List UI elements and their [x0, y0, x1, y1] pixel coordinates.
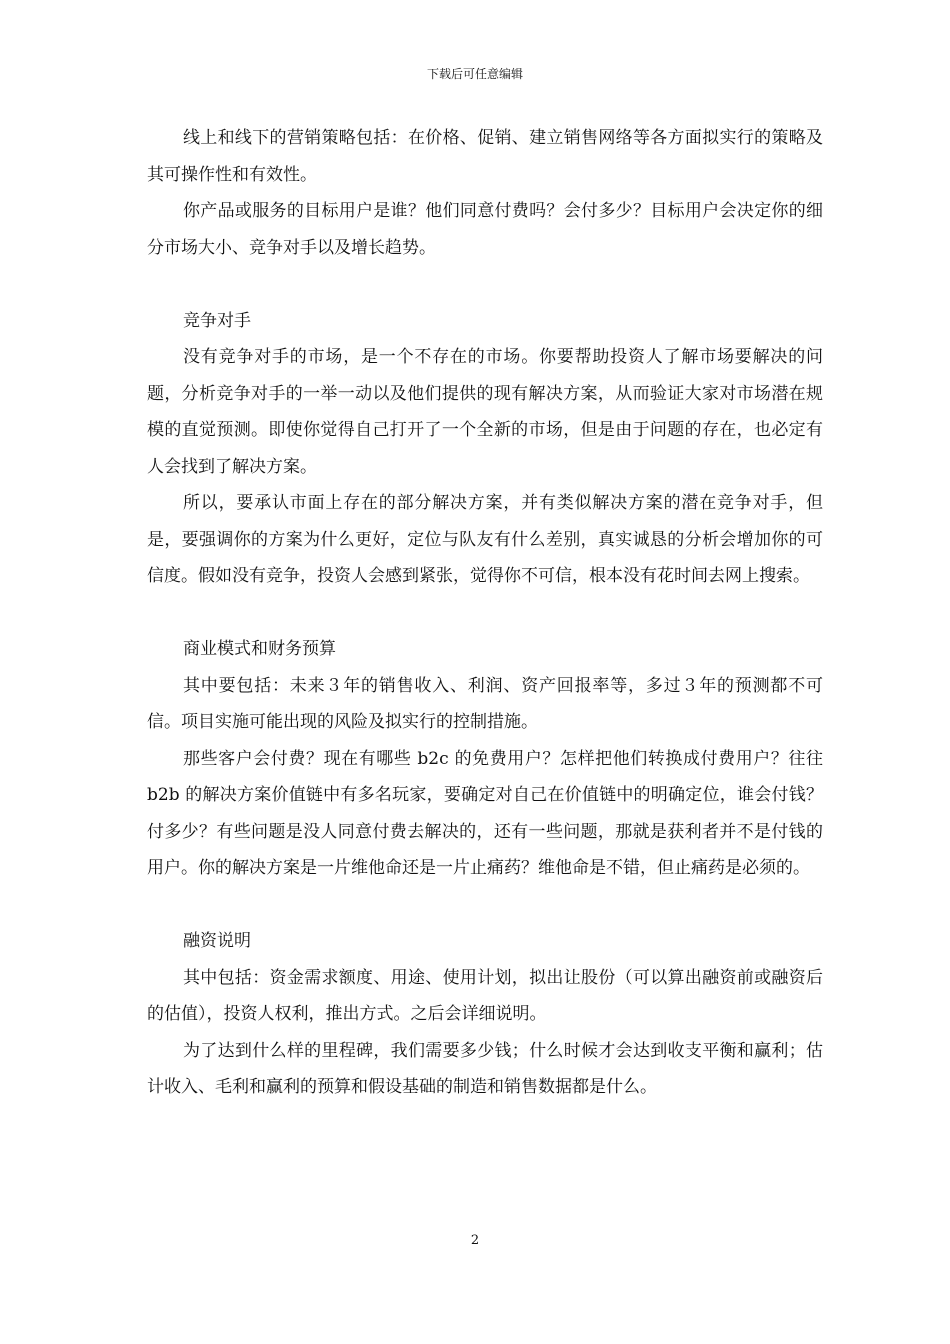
section-heading-competitors: 竞争对手: [183, 310, 251, 331]
section-heading-financing: 融资说明: [183, 931, 251, 951]
paragraph-competitors-1: 没有竞争对手的市场，是一个不存在的市场。你要帮助投资人了解市场要解决的问题，分析竞争对手的一举一动以及他们提供的现有解决方案，从而验证大家对市场潜在规模的直觉预测。即使你觉得自己打开了一个全新的市场，但是由于问题的存在，也必定有人会找到了解决方案。: [147, 347, 823, 477]
page-number: 2: [470, 1233, 480, 1248]
paragraph-business-model-1: 其中要包括：未来３年的销售收入、利润、资产回报率等，多过３年的预测都不可信。项目实施可能出现的风险及拟实行的控制措施。: [147, 675, 823, 732]
section-spacer: [147, 887, 823, 924]
paragraph-target-users: 你产品或服务的目标用户是谁？他们同意付费吗？会付多少？目标用户会决定你的细分市场大小、竞争对手以及增长趋势。: [147, 201, 823, 258]
paragraph-business-model-2: 那些客户会付费？现在有哪些 b2c 的免费用户？怎样把他们转换成付费用户？往往 b2b 的解决方案价值链中有多名玩家，要确定对自己在价值链中的明确定位，谁会付钱？付多少？有些问题是没人同意付费去解决的，还有一些问题，那就是获利者并不是付钱的用户。你的解决方案是一片维他命还是一片止痛药？维他命是不错，但止痛药是必须的。: [147, 748, 823, 878]
paragraph-marketing-strategy: 线上和线下的营销策略包括：在价格、促销、建立销售网络等各方面拟实行的策略及其可操作性和有效性。: [147, 128, 823, 185]
paragraph-financing-1: 其中包括：资金需求额度、用途、使用计划，拟出让股份（可以算出融资前或融资后的估值），投资人权利，推出方式。之后会详细说明。: [147, 967, 823, 1024]
page-header: 下载后可任意编辑: [426, 67, 523, 81]
paragraph-financing-2: 为了达到什么样的里程碑，我们需要多少钱；什么时候才会达到收支平衡和赢利；估计收入、毛利和赢利的预算和假设基础的制造和销售数据都是什么。: [147, 1040, 823, 1097]
section-spacer: [147, 595, 823, 632]
document-body: [147, 120, 823, 1106]
section-spacer: [147, 266, 823, 303]
section-heading-business-model: 商业模式和财务预算: [183, 639, 336, 659]
paragraph-competitors-2: 所以，要承认市面上存在的部分解决方案，并有类似解决方案的潜在竞争对手，但是，要强调你的方案为什么更好，定位与队友有什么差别，真实诚恳的分析会增加你的可信度。假如没有竞争，投资人会感到紧张，觉得你不可信，根本没有花时间去网上搜索。: [147, 493, 823, 586]
